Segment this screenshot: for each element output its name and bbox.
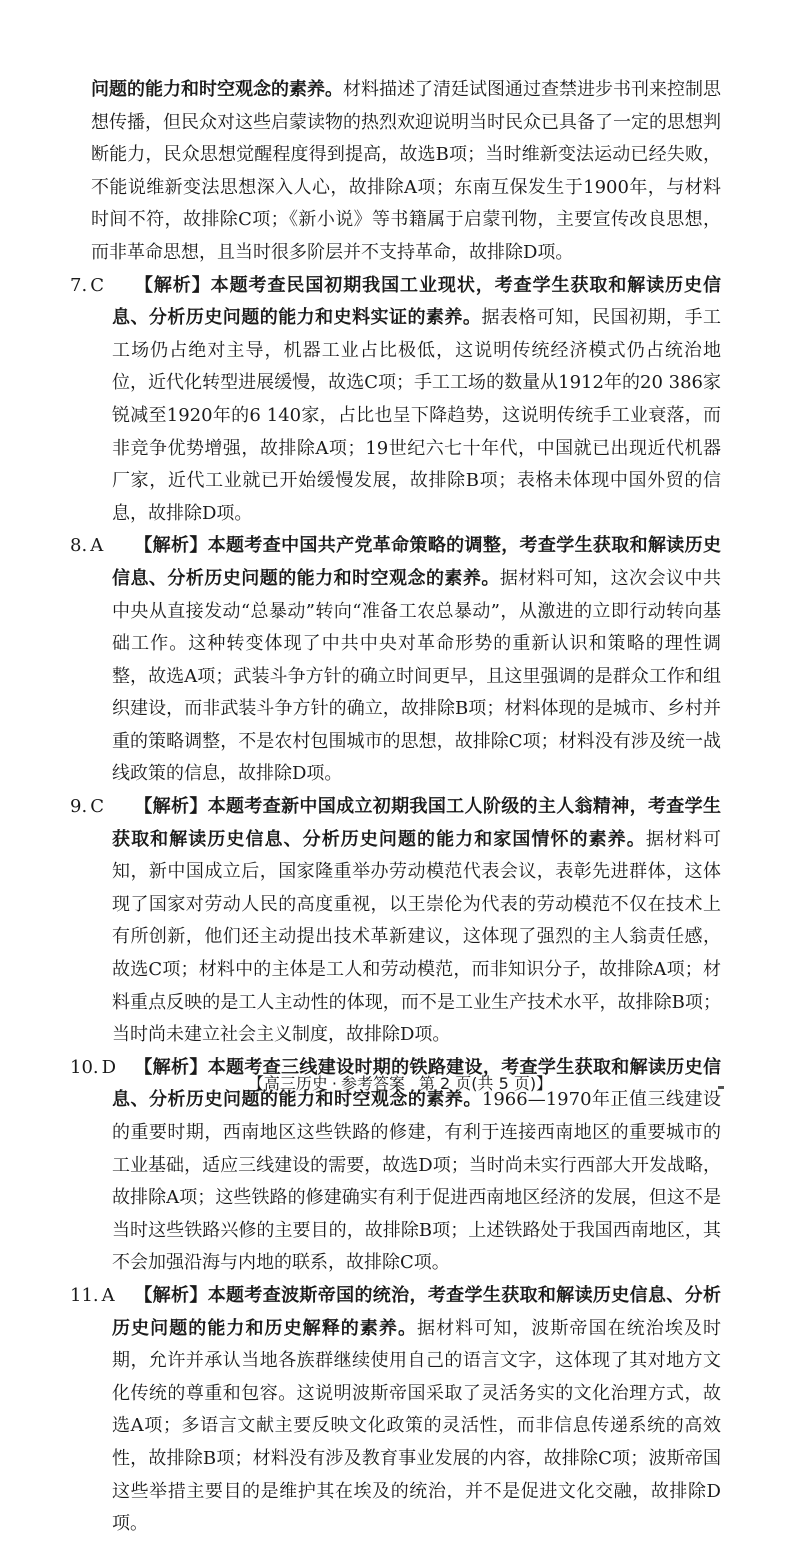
item-answer: C — [90, 274, 104, 296]
item-number: 8. A — [70, 535, 104, 557]
continued-body: 材料描述了清廷试图通过查禁进步书刊来控制思想传播，但民众对这些启蒙读物的热烈欢迎说明当时民众已具备了一定的思想判断能力，民众思想觉醒程度得到提高，故选B项；当时维新变法运动已经失败，不能说维新变法思想深入人心，故排除A项；东南互保发生于1900年，与材料时间不符，故排除C项；《新小说》等书籍属于启蒙刊物，主要宣传改良思想，而非革命思想，且当时很多阶层并不支持革命，故排除D项。 — [91, 79, 721, 263]
item-number: 9. C — [70, 796, 104, 818]
item-body: 据材料可知，波斯帝国在统治埃及时期，允许并承认当地各族群继续使用自己的语言文字，这体现了其对地方文化传统的尊重和包容。这说明波斯帝国采取了灵活务实的文化治理方式，故选A项；多语言文献主要反映文化政策的灵活性，而非信息传递系统的高效性，故排除B项；材料没有涉及教育事业发展的内容，故排除C项；波斯帝国这些举措主要目的是维护其在埃及的统治，并不是促进文化交融，故排除D项。 — [112, 1317, 721, 1535]
answer-explanations — [70, 74, 722, 1541]
item-answer: C — [90, 796, 104, 818]
footer-subject: 高三历史 — [263, 1074, 328, 1093]
item-body: 据材料可知，这次会议中共中央从直接发动“总暴动”转向“准备工农总暴动”，从激进的立即行动转向基础工作。这种转变体现了中共中央对革命形势的重新认识和策略的理性调整，故选A项；武装斗争方针的确立时间更早，且这里强调的是群众工作和组织建设，而非武装斗争方针的确立，故排除B项；材料体现的是城市、乡村并重的策略调整，不是农村包围城市的思想，故排除C项；材料没有涉及统一战线政策的信息，故排除D项。 — [112, 567, 721, 785]
item-number: 10. D — [70, 1056, 117, 1078]
continued-lead: 问题的能力和时空观念的素养。 — [91, 79, 343, 100]
answer-item-8 — [70, 530, 721, 791]
item-answer: A — [90, 535, 104, 557]
answer-item-7 — [70, 270, 721, 531]
corner-mark — [718, 1086, 724, 1089]
footer-page-number: 第 2 页(共 5 页) — [418, 1074, 537, 1093]
footer-dot: · — [331, 1074, 337, 1093]
item-body: 据表格可知，民国初期，手工工场仍占绝对主导，机器工业占比极低，这说明传统经济模式仍占统治地位，近代化转型进展缓慢，故选C项；手工工场的数量从1912年的20 386家锐减至1920年的6 140家，占比也呈下降趋势，这说明传统手工业衰落，而非竞争优势增强，故排除A项；19世纪六七十年代，中国就已出现近代机器厂家，近代工业就已开始缓慢发展，故排除B项；表格未体现中国外贸的信息，故排除D项。 — [112, 307, 721, 524]
item-number: 11. A — [70, 1284, 115, 1306]
item-lead: 【解析】本题考查三线建设时期的铁路建设，考查学生获取和解读历史信息、分析历史问题的能力和时空观念的素养。 — [112, 1056, 721, 1111]
item-body: 1966—1970年正值三线建设的重要时期，西南地区这些铁路的修建，有利于连接西南地区的重要城市的工业基础，适应三线建设的需要，故选D项；当时尚未实行西部大开发战略，故排除A项；这些铁路的修建确实有利于促进西南地区经济的发展，但这不是当时这些铁路兴修的主要目的，故排除B项；上述铁路处于我国西南地区，其不会加强沿海与内地的联系，故排除C项。 — [112, 1089, 721, 1274]
item-body: 据材料可知，新中国成立后，国家隆重举办劳动模范代表会议，表彰先进群体，这体现了国家对劳动人民的高度重视，以王崇伦为代表的劳动模范不仅在技术上有所创新，他们还主动提出技术革新建议，这体现了强烈的主人翁责任感，故选C项；材料中的主体是工人和劳动模范，而非知识分子，故排除A项；材料重点反映的是工人主动性的体现，而不是工业生产技术水平，故排除B项；当时尚未建立社会主义制度，故排除D项。 — [112, 828, 722, 1046]
footer-right-bracket: 】 — [536, 1074, 553, 1093]
item-lead: 【解析】本题考查波斯帝国的统治，考查学生获取和解读历史信息、分析历史问题的能力和历史解释的素养。 — [112, 1284, 721, 1339]
footer-doc-type: 参考答案 — [340, 1074, 405, 1093]
item-answer: D — [101, 1056, 117, 1078]
item-number: 7. C — [70, 274, 104, 296]
item-answer: A — [101, 1284, 115, 1306]
answer-item-9 — [70, 791, 722, 1052]
answer-item-11 — [70, 1280, 721, 1541]
item-lead: 【解析】本题考查民国初期我国工业现状，考查学生获取和解读历史信息、分析历史问题的能力和史料实证的素养。 — [112, 274, 721, 329]
page-footer — [0, 1073, 800, 1095]
item-lead: 【解析】本题考查中国共产党革命策略的调整，考查学生获取和解读历史信息、分析历史问题的能力和时空观念的素养。 — [112, 535, 721, 589]
footer-left-bracket: 【 — [247, 1074, 264, 1093]
item-lead: 【解析】本题考查新中国成立初期我国工人阶级的主人翁精神，考查学生获取和解读历史信息、分析历史问题的能力和家国情怀的素养。 — [112, 796, 721, 850]
continued-explanation — [91, 74, 721, 270]
